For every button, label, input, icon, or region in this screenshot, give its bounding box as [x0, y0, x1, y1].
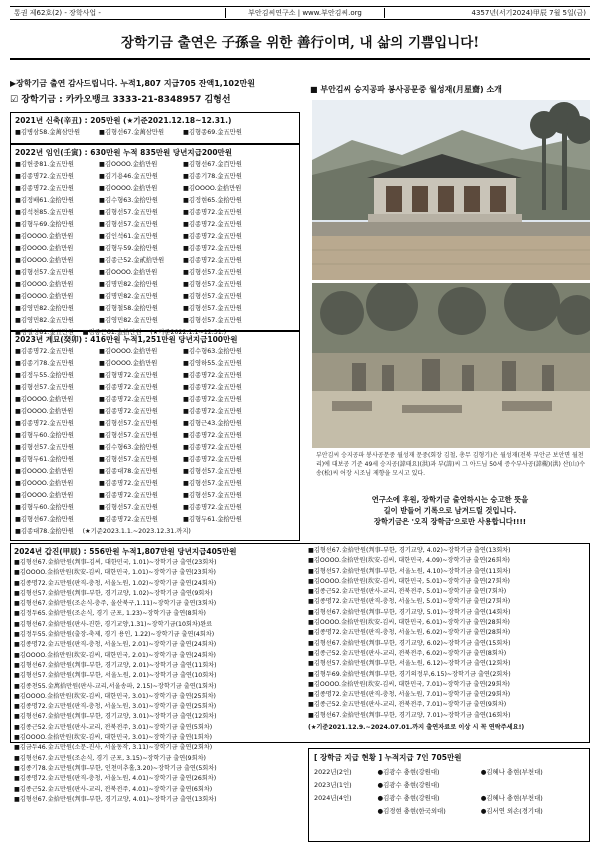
y2024-right-donation-line: ■김종근52.金五만원(판사-교리, 전북전주, 5.01)~장학기금 출연(7회차) [308, 588, 507, 596]
year-2024-note: (★기준2021.12.9.~2024.07.01.까지 출연자료로 이상 시 꼭 연락주세요!) [308, 724, 525, 732]
y2023-donor-entry: ■김형두60.金拾만원 [15, 504, 74, 511]
y2024-right-donation-line: ■김종명72.金五만원(판직-충청, 서울노원, 6.02)~장학기금 출연(28회차) [308, 629, 511, 637]
org-name: 부안김씨연구소 | www.부안김씨.org [225, 8, 385, 18]
y2023-donor-entry: ■김종명72.金五만원 [183, 396, 242, 403]
y2023-donor-entry: ■김종대78.金五만원 [99, 468, 158, 475]
y2022-donor-entry: ■김정배61.金拾만원 [15, 197, 74, 204]
y2022-donor-entry: ■김형선57.金五만원 [183, 293, 242, 300]
y2023-row [15, 454, 295, 466]
y2024-left-donation-line: ■김형선67.金拾만원(판사-진한, 경기교양,1.31)~장학기금(10회차)완료 [14, 620, 213, 628]
recipient-row [314, 767, 584, 777]
y2023-row [15, 430, 295, 442]
y2023-row [15, 394, 295, 406]
recipient-name: ●김혜나 충현(부천대) [480, 794, 543, 802]
y2023-donor-entry: ■김종대78.金拾만원 [15, 528, 74, 535]
y2024-left-donation-line: ■김정두65.金拾만원(조손식, 경기 군포, 1.23)~장학기금 출연(8회차) [14, 610, 206, 618]
y2024-right-donation-line: ■김형선57.金拾만원(判事-부한, 서울노원, 4.10)~장학기금 출연(11회차) [308, 567, 511, 575]
y2023-donor-entry: ■김형근43.金拾만원 [183, 420, 242, 427]
y2023-donor-entry: ■김수형63.金拾만원 [183, 348, 242, 355]
y2024-left-donation-line: ■김형선67.金拾만원(判事-부한, 경기교양, 2.01)~장학기금 출연(11회차) [14, 661, 217, 669]
y2022-row [15, 159, 295, 171]
y2022-row [15, 255, 295, 267]
y2022-row [15, 243, 295, 255]
recipient-row [314, 806, 584, 816]
y2022-donor-entry: ■김형선57.金五만원 [99, 221, 158, 228]
y2022-donor-entry: ■김OOOO.金拾만원 [15, 257, 74, 264]
y2023-donor-entry: ■김종명72.金五만원 [99, 492, 158, 499]
photo-section-title: ■ 부안김씨 승지공파 봉사공문중 월성재(月星齋) 소개 [310, 85, 502, 94]
y2022-donor-entry: ■김종명72.金五만원 [183, 245, 242, 252]
y2023-row [15, 502, 295, 514]
y2024-left-donation-line: ■김종근52.金五만원(판사-교리, 전북전주, 4.01)~장학기금 출연(6회차) [14, 785, 213, 793]
y2023-row [15, 478, 295, 490]
recipient-name: ●김경현 충현(한국외대) [377, 807, 446, 815]
year-2023-box [10, 331, 300, 541]
y2023-donor-entry: ■김형선57.金五만원 [15, 384, 74, 391]
y2021-donor-entry: ■김병삼58.金萬삼만원 [15, 129, 81, 136]
y2024-left-donation-line: ■김OOOO.金拾만원(坎安-김씨, 대한민국, 2.01)~장학기금 출연(24회차) [14, 651, 216, 659]
y2022-row [15, 267, 295, 279]
y2022-donor-entry: ■김종근61.金拾만원 [82, 329, 142, 336]
y2023-donor-entry: ■김형선57.金五만원 [183, 480, 242, 487]
y2024-left-donation-line: ■김정두55.金拾만원(출장-축제, 경기 용인, 1.22)~장학기금 출연(4회차) [14, 631, 215, 639]
y2024-left-donation-line: ■김형선67.金拾만원(조손식-충주, 울산북구,1.11)~장학기금 출연(3회차) [14, 600, 217, 608]
y2023-row [15, 526, 295, 538]
recipients-box [308, 748, 590, 842]
y2022-donor-entry: ■김OOOO.金拾만원 [99, 161, 158, 168]
y2023-donor-entry: ■김종명72.金五만원 [183, 504, 242, 511]
recipient-name: ●김광수 충현(강원대) [377, 768, 440, 776]
y2023-donor-entry: ■김종명72.金五만원 [99, 516, 158, 523]
y2023-row [15, 358, 295, 370]
y2022-row [15, 219, 295, 231]
y2023-donor-entry: ■김형두61.金拾만원 [15, 456, 74, 463]
y2023-donor-entry: ■김형두60.金拾만원 [15, 432, 74, 439]
recipient-name: ●김혜나 충현(부천대) [480, 768, 543, 776]
quote-line-1: 연구소에 후원, 장학기금 출연하시는 숭고한 뜻을 [371, 495, 529, 504]
y2023-donor-entry: ■김종명72.金五만원 [99, 384, 158, 391]
recipient-year: 2022년(2인) [314, 768, 352, 776]
y2024-right-donation-line: ■김종근52.金五만원(판사-교리, 전북전주, 6.02)~장학기금 출연(8회차) [308, 649, 507, 657]
y2023-row [15, 418, 295, 430]
recipient-name: ●김광수 충현(강원대) [377, 794, 440, 802]
account-line: ☑ 장학기금 : 카카오뱅크 3333-21-8348957 김형선 [10, 95, 231, 105]
y2024-left-donation-line: ■김OOOO.金拾만원(坎安-김씨, 대한민국, 3.01)~장학기금 출연(25회차) [14, 692, 216, 700]
recipient-name: ●김서연 외손(경기대) [480, 807, 543, 815]
shrine-photo-1 [312, 100, 590, 280]
y2022-donor-entry: ■김형선57.金五만원 [15, 269, 74, 276]
year-2022-title: 2022년 임인(壬寅) : 630만원 누적 835만원 당년지급200만원 [15, 148, 233, 157]
y2024-right-donation-line: ■김형선67.金拾만원(判事-부한, 경기교양, 4.02)~장학기금 출연(13회차) [308, 547, 511, 554]
y2023-donor-entry: ■김종기78.金五만원 [15, 360, 74, 367]
year-2021-title: 2021년 신축(辛丑) : 205만원 (★기준2021.12.18~12.31.) [15, 116, 232, 125]
y2024-left-donation-line: ■김종기78.金五만원(判事-부한, 인천미추홀,3.20)~장학기금 출연(5회차) [14, 764, 217, 772]
y2024-left-donation-line: ■김형선67.金五만원(조손식, 경기 군포, 3.15)~장학기금 출연(9회차) [14, 754, 206, 762]
y2024-left-donation-line: ■김종명72.金五만원(판직-충청, 서울노원, 4.01)~장학기금 출연(26회차) [14, 775, 217, 783]
y2023-donor-entry: ■김종명72.金五만원 [99, 396, 158, 403]
y2023-donor-entry: ■김정두55.金拾만원 [15, 372, 74, 379]
y2022-donor-entry: ■김기용46.金五만원 [99, 173, 158, 180]
y2022-donor-entry: ■김OOOO.金拾만원 [99, 185, 158, 192]
y2023-donor-entry: ■김종명72.金五만원 [15, 348, 74, 355]
y2022-donor-entry: ■김종명72.金五만원 [183, 257, 242, 264]
y2022-donor-entry: ■김형선67.金百만원 [183, 161, 242, 168]
y2021-donor-entry: ■김형선67.金萬삼만원 [99, 129, 165, 136]
y2024-left-donation-line: ■김종명72.金五만원(판직-충청, 서울노원, 3.01)~장학기금 출연(25회차) [14, 703, 217, 711]
y2024-left-donation-line: ■김형선57.金拾만원(判事-부한, 경기교양, 1.02)~장학기금 출연(9회차) [14, 589, 213, 597]
y2023-donor-entry: ■김수형63.金拾만원 [99, 444, 158, 451]
y2023-donor-entry: ■김형선57.金五만원 [99, 456, 158, 463]
year-2024-left-column [14, 546, 306, 805]
y2024-right-donation-line: ■김OOOO.金拾만원(坎安-김씨, 대한민국, 6.01)~장학기금 출연(28회차) [308, 619, 510, 627]
y2022-donor-entry: ■김종명72.金五만원 [183, 233, 242, 240]
y2022-donor-entry: ■김OOOO.金拾만원 [15, 293, 74, 300]
y2023-row [15, 382, 295, 394]
y2022-donor-entry: ■김형두69.金拾만원 [15, 221, 74, 228]
y2024-left-donation-line: ■김형선67.金拾만원(判事-부한, 경기교양, 3.01)~장학기금 출연(12회차) [14, 713, 217, 721]
y2022-donor-entry: ■김영민82.金拾만원 [15, 305, 74, 312]
y2022-donor-entry: ■김종근52.金貳拾만원 [99, 257, 165, 264]
photo-caption: 부안김씨 승지공파 봉사공문중 월성재 문중(회장 김철, 총무 김형기)은 월성재(전북 부안군 보안면 월천리)에 대보공 기준 49세 승지공(諱태요)(洪)과 부(諱)씨 그 아드님 50세 증수부사공(諱槻)(洪) 산(山)수 송(松)씨 어장 시조님 제향을 모시고 있다. [316, 452, 586, 477]
y2022-donor-entry: ■김영민82.金五만원 [15, 317, 74, 324]
y2023-donor-entry: ■김종명72.金五만원 [183, 432, 242, 439]
y2022-donor-entry: ■김석천85.金五만원 [15, 209, 74, 216]
y2021-row [15, 127, 295, 139]
y2023-row [15, 346, 295, 358]
y2023-donor-entry: ■김종명72.金五만원 [183, 408, 242, 415]
y2022-donor-entry: ■김영민82.金五만원 [99, 317, 158, 324]
y2022-donor-entry: ■김OOOO.金拾만원 [99, 269, 158, 276]
y2023-row [15, 370, 295, 382]
year-2022-box [10, 144, 300, 336]
y2022-donor-entry: ■김OOOO.金拾만원 [15, 281, 74, 288]
y2022-row [15, 207, 295, 219]
y2024-right-donation-line: ■김형선67.金拾만원(判事-부한, 경기교양, 5.01)~장학기금 출연(14회차) [308, 608, 511, 616]
thanks-line: ▶장학기금 출연 감사드립니다. 누적1,807 지급705 잔액1,102만원 [10, 79, 255, 88]
y2022-row [15, 195, 295, 207]
y2024-right-donation-line: ■김종명72.金五만원(판직-충청, 서울노원, 5.01)~장학기금 출연(27회차) [308, 598, 511, 606]
y2023-row [15, 514, 295, 526]
y2022-donor-entry: ■김형선57.金五만원 [183, 281, 242, 288]
quote-line-2: 길이 받들어 기록으로 남겨드릴 것입니다. [383, 506, 517, 515]
y2024-left-donation-line: ■김종천55.金萬拾만원(판사-교리,서울송파, 2.15)~장학기금 출연(1회차) [14, 682, 217, 690]
y2022-donor-entry: ■김헌중81.金五만원 [15, 161, 74, 168]
y2024-left-donation-line: ■김형선67.金拾만원(判事-부한, 경기교양, 4.01)~장학기금 출연(13회차) [14, 795, 217, 803]
y2022-donor-entry: ■김형선57.金五만원 [183, 305, 242, 312]
y2024-left-donation-line: ■김종근52.金五만원(판사-교리, 전북전주, 3.01)~장학기금 출연(5회차) [14, 723, 213, 731]
y2024-right-donation-line: ■김형두69.金拾만원(判事-부한, 경기의정부,6.15)~장학기금 출연(2회차) [308, 670, 511, 678]
y2024-right-donation-line: ■김형선67.金拾만원(判事-부한, 경기교양, 6.02)~장학기금 출연(15회차) [308, 639, 511, 647]
year-2021-list [15, 127, 295, 139]
y2023-donor-entry: ■김형선57.金五만원 [99, 504, 158, 511]
y2023-row [15, 442, 295, 454]
y2023-donor-entry: ■김종명72.金五만원 [183, 444, 242, 451]
y2023-donor-entry: ■김OOOO.金拾만원 [15, 492, 74, 499]
shrine-photo-2 [312, 283, 590, 448]
recipient-year: 2023년(1인) [314, 781, 352, 789]
y2022-donor-entry: ■김명민82.金五만원 [99, 293, 158, 300]
y2022-row [15, 291, 295, 303]
y2022-donor-entry: ■김형두59.金拾만원 [99, 245, 158, 252]
y2023-donor-entry: ■김OOOO.金拾만원 [15, 408, 74, 415]
y2023-donor-entry: ■김종명72.金五만원 [183, 372, 242, 379]
issue-header [10, 6, 590, 20]
y2022-donor-entry: (★기준2022.1.1~12.31.) [150, 329, 227, 336]
y2023-donor-entry: ■김OOOO.金拾만원 [99, 360, 158, 367]
year-2023-title: 2023년 계묘(癸卯) : 416만원 누적1,251만원 당년지급100만원 [15, 335, 238, 344]
y2024-right-donation-line: ■김종명72.金五만원(판직-충청, 서울노원, 7.01)~장학기금 출연(29회차) [308, 691, 511, 699]
y2022-donor-entry: ■김수형63.金拾만원 [99, 197, 158, 204]
y2023-donor-entry: ■김종명72.金五만원 [99, 408, 158, 415]
y2023-donor-entry: ■김OOOO.金拾만원 [99, 348, 158, 355]
y2024-right-donation-line: ■김형선67.金拾만원(判事-부한, 경기교양, 7.01)~장학기금 출연(16회차) [308, 711, 511, 719]
y2024-right-donation-line: ■김형선57.金拾만원(判事-부한, 서울노원, 6.12)~장학기금 출연(12회차) [308, 660, 511, 668]
y2022-row [15, 183, 295, 195]
y2024-left-donation-line: ■김종명72.金五만원(판직-충청, 서울노원, 1.02)~장학기금 출연(24회차) [14, 579, 217, 587]
y2024-left-donation-line: ■김종명72.金五만원(판직-충청, 서울노원, 2.01)~장학기금 출연(24회차) [14, 641, 217, 649]
y2023-donor-entry: ■김형선57.金五만원 [99, 432, 158, 439]
y2023-donor-entry [227, 526, 295, 538]
y2023-donor-entry: ■김OOOO.金拾만원 [15, 480, 74, 487]
y2022-donor-entry: ■김인석61.金五만원 [99, 233, 158, 240]
y2024-left-donation-line: ■김OOOO.金拾만원(坎安-김씨, 대한민국, 3.01)~장학기금 출연(1회차) [14, 734, 213, 742]
y2023-donor-entry: ■김종명72.金五만원 [183, 384, 242, 391]
recipient-name [481, 780, 584, 790]
recipients-title: [ 장학금 지급 현황 ] 누적지급 7인 705만원 [314, 753, 462, 762]
y2023-donor-entry: ■김형선57.金五만원 [183, 468, 242, 475]
y2023-donor-entry: ■김OOOO.金拾만원 [15, 468, 74, 475]
y2023-donor-entry: (★기준2023.1.1.~2023.12.31.까지) [82, 528, 191, 535]
y2024-right-donation-line: ■김OOOO.金拾만원(坎安-김씨, 대한민국, 5.01)~장학기금 출연(27회차) [308, 577, 510, 585]
y2023-donor-entry: ■김종명72.金五만원 [15, 420, 74, 427]
y2022-donor-entry: ■김OOOO.金拾만원 [15, 233, 74, 240]
recipient-row [314, 793, 584, 803]
y2023-row [15, 490, 295, 502]
quote-line-3: 장학기금은 '오직 장학금'으로만 사용합니다!!!! [373, 517, 527, 526]
y2024-left-donation-line: ■김OOOO.金拾만원(坎安-김씨, 대한민국, 1.01)~장학기금 출연(23회차) [14, 569, 216, 577]
recipient-year [314, 806, 378, 816]
y2022-donor-entry: ■김형철58.金拾만원 [99, 305, 158, 312]
y2022-donor-entry: ■김형선57.金五만원 [99, 209, 158, 216]
y2022-donor-entry: ■김종명72.金五만원 [15, 185, 74, 192]
dedication-quote [310, 494, 590, 527]
y2023-row [15, 406, 295, 418]
y2021-donor-entry: ■김형종69.金五만원 [183, 129, 242, 136]
y2023-donor-entry: ■김형두61.金拾만원 [183, 516, 242, 523]
y2024-right-donation-line: ■김OOOO.金拾만원(坎安-김씨, 대한민국, 7.01)~장학기금 출연(29회차) [308, 680, 510, 688]
y2022-donor-entry: ■김명민82.金拾만원 [99, 281, 158, 288]
headline: 장학기금 출연은 子孫을 위한 善行이며, 내 삶의 기쁨입니다! [10, 24, 590, 60]
y2023-donor-entry: ■김형선57.金五만원 [183, 492, 242, 499]
y2023-donor-entry: ■김형선67.金拾만원 [15, 516, 74, 523]
y2022-donor-entry: ■김형선57.金五만원 [183, 317, 242, 324]
y2023-donor-entry: ■김종명72.金五만원 [99, 480, 158, 487]
year-2021-box [10, 112, 300, 144]
y2024-right-donation-line: ■김OOOO.金拾만원(坎安-김씨, 대한민국, 4.09)~장학기금 출연(26회차) [308, 557, 510, 565]
y2022-row [15, 171, 295, 183]
y2022-donor-entry: ■김종기78.金五만원 [183, 173, 242, 180]
issue-date: 4357년(서기2024)甲辰 7월 5일(금) [471, 9, 586, 17]
y2022-donor-entry: ■김형선57.金五만원 [183, 269, 242, 276]
y2022-donor-entry: ■김정현65.金拾만원 [183, 197, 242, 204]
y2022-row [15, 279, 295, 291]
year-2024-title: 2024년 갑진(甲辰) : 556만원 누적1,807만원 당년지급405만원 [14, 547, 237, 556]
y2022-row [15, 231, 295, 243]
y2022-row [15, 303, 295, 315]
year-2024-right-column [308, 546, 590, 733]
y2024-right-donation-line: ■김종근52.金五만원(판사-교리, 전북전주, 7.01)~장학기금 출연(9회차) [308, 701, 507, 709]
y2022-donor-entry: ■김종명72.金五만원 [183, 221, 242, 228]
issue-number: 통권 제62호(2) - 장학사업 - [14, 9, 101, 17]
y2023-donor-entry: ■김형명72.金五만원 [99, 372, 158, 379]
y2023-donor-entry: ■김형선57.金五만원 [99, 420, 158, 427]
year-2022-list [15, 159, 295, 339]
y2024-left-donation-line: ■김형선67.金拾만원(判事-김씨, 대한민국, 1.01)~장학기금 출연(23회차) [14, 559, 217, 566]
recipient-row [314, 780, 584, 790]
y2022-donor-entry: ■김OOOO.金拾만원 [183, 185, 242, 192]
y2023-row [15, 466, 295, 478]
y2022-donor-entry: ■김종명72.金五만원 [183, 209, 242, 216]
y2022-donor-entry: ■김길성81.金五만원 [15, 329, 74, 336]
y2023-donor-entry: ■김영하55.金五만원 [183, 360, 242, 367]
recipient-name: ●김광수 충현(강원대) [377, 781, 440, 789]
y2022-row [15, 315, 295, 327]
y2023-donor-entry: ■김형선57.金五만원 [15, 444, 74, 451]
y2024-left-donation-line: ■김형선57.金拾만원(判事-부한, 서울노원, 2.01)~장학기금 출연(10회차) [14, 672, 217, 680]
y2022-donor-entry: ■김종명72.金五만원 [15, 173, 74, 180]
thanks-block [10, 78, 300, 106]
y2024-left-donation-line: ■김금두46.金五만원(소문-진사, 서울동작, 3.11)~장학기금 출연(2회차) [14, 744, 213, 752]
recipient-year: 2024년(4인) [314, 794, 352, 802]
y2023-donor-entry: ■김종명72.金五만원 [183, 456, 242, 463]
year-2023-list [15, 346, 295, 538]
y2022-donor-entry: ■김OOOO.金拾만원 [15, 245, 74, 252]
y2023-donor-entry: ■김OOOO.金拾만원 [15, 396, 74, 403]
